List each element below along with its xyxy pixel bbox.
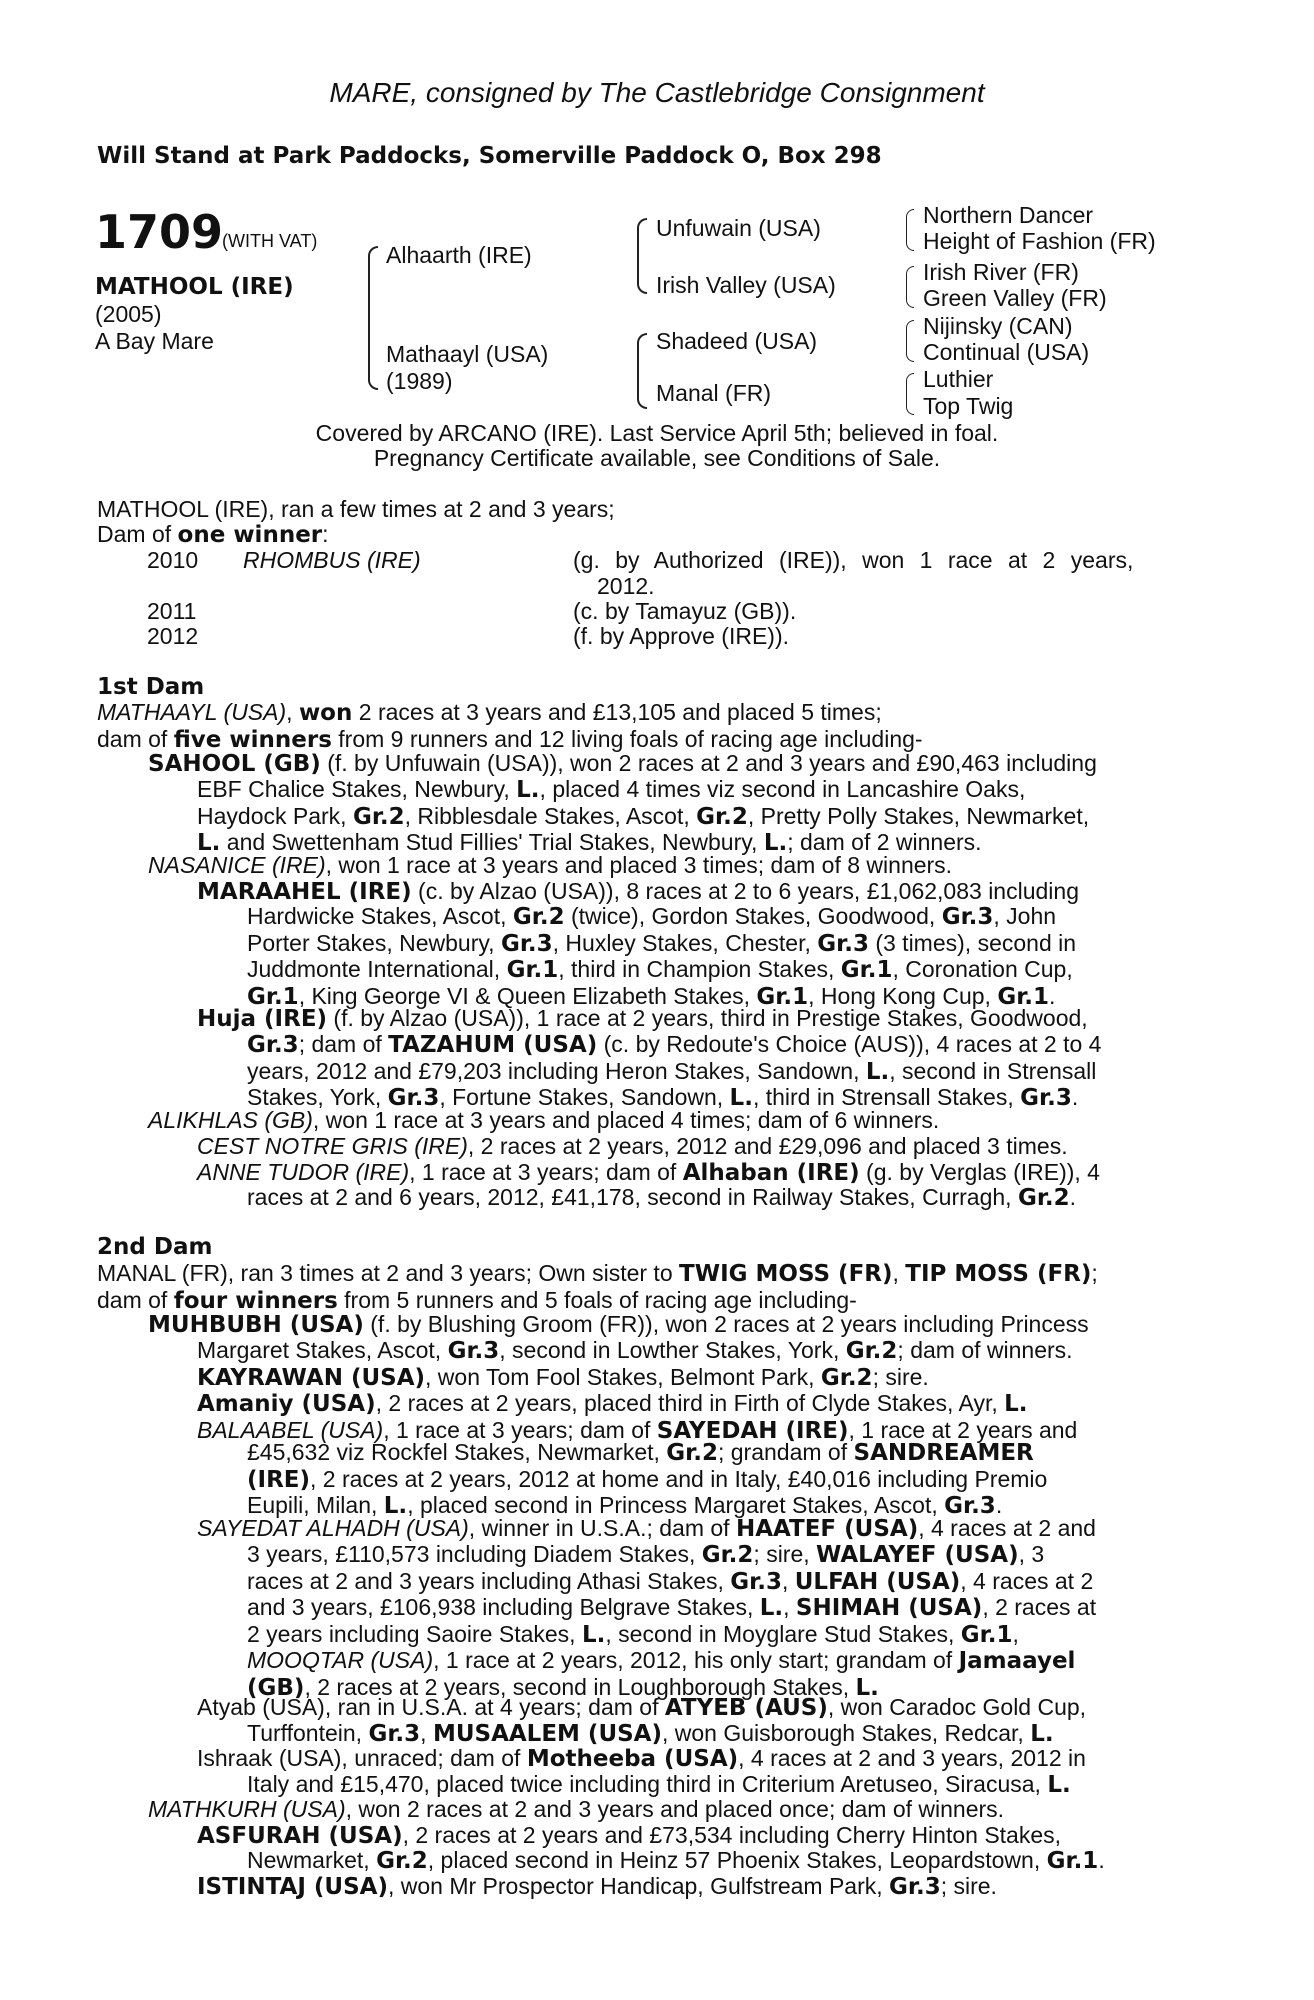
- pedigree-g3-1: Northern Dancer: [923, 202, 1094, 228]
- produce-year-2011: 2011: [147, 598, 197, 624]
- sayedat-alhadh-entry-cont: 3 years, £110,573 including Diadem Stakes, Gr.2; sire, WALAYEF (USA), 3 races at 2 and 3 years including Athasi Stakes, Gr.3, ULFAH (USA), 4 races at 2 and 3 years, £106,938 including Belgrave Stakes, L., SHIMAH (USA), 2 races at 2 years including Saoire Stakes, L., second in Moyglare Stud Stakes, Gr.1, MOOQTAR (USA), 1 race at 2 years, 2012, his only start; grandam of Jamaayel (GB), 2 races at 2 years, second in Loughborough Stakes, L.: [247, 1541, 1097, 1701]
- produce-year-2012: 2012: [147, 623, 199, 649]
- produce-detail-2011: (c. by Tamayuz (GB)).: [573, 598, 797, 624]
- lot-number: 1709: [95, 205, 224, 259]
- pedigree-g3-6: Continual (USA): [923, 339, 1090, 365]
- pedigree-g3-7: Luthier: [923, 366, 994, 392]
- pedigree-brace-sire: [637, 218, 647, 294]
- first-dam-text: MATHAAYL (USA), won 2 races at 3 years and £13,105 and placed 5 times; dam of five winners from 9 runners and 12 living foals of racing age including-: [97, 699, 923, 753]
- pedigree-g3-2: Height of Fashion (FR): [923, 228, 1156, 254]
- pedigree-dam: Mathaayl (USA): [386, 341, 549, 367]
- pedigree-sire: Alhaarth (IRE): [386, 242, 532, 268]
- pedigree-brace-g3d: [906, 373, 914, 415]
- sahool-entry: SAHOOL (GB) (f. by Unfuwain (USA)), won 2 races at 2 and 3 years and £90,463 including: [148, 750, 1097, 777]
- second-dam-text: MANAL (FR), ran 3 times at 2 and 3 years; Own sister to TWIG MOSS (FR), TIP MOSS (FR); dam of four winners from 5 runners and 5 foals of racing age including-: [97, 1260, 1098, 1314]
- foaling-year: (2005): [95, 301, 162, 327]
- pedigree-g3-3: Irish River (FR): [923, 259, 1079, 285]
- alikhlas-entry: ALIKHLAS (GB), won 1 race at 3 years and placed 4 times; dam of 6 winners.: [148, 1107, 940, 1133]
- pedigree-sire-sire: Unfuwain (USA): [656, 215, 821, 241]
- first-dam-heading: 1st Dam: [97, 674, 205, 700]
- pedigree-sire-dam: Irish Valley (USA): [656, 272, 836, 298]
- muhbubh-entry-cont: Margaret Stakes, Ascot, Gr.3, second in Lowther Stakes, York, Gr.2; dam of winners. KAYRAWAN (USA), won Tom Fool Stakes, Belmont Park, Gr.2; sire. Amaniy (USA), 2 races at 2 years, placed third in Firth of Clyde Stakes, Ayr, L. BALAABEL (USA), 1 race at 3 years; dam of SAYEDAH (IRE), 1 race at 2 years and: [197, 1337, 1078, 1444]
- asfurah-entry-cont: Newmarket, Gr.2, placed second in Heinz 57 Phoenix Stakes, Leopardstown, Gr.1.: [247, 1847, 1105, 1874]
- second-dam-heading: 2nd Dam: [97, 1234, 213, 1260]
- produce-dam-of: Dam of one winner:: [97, 521, 329, 548]
- cest-notre-gris-entry: CEST NOTRE GRIS (IRE), 2 races at 2 years, 2012 and £29,096 and placed 3 times. ANNE TUDOR (IRE), 1 race at 3 years; dam of Alhaban (IRE) (g. by Verglas (IRE)), 4: [197, 1133, 1100, 1186]
- produce-name-2010: RHOMBUS (IRE): [243, 547, 421, 573]
- balaabel-entry-cont: £45,632 viz Rockfel Stakes, Newmarket, Gr.2; grandam of SANDREAMER (IRE), 2 races at 2 years, 2012 at home and in Italy, £40,016 including Premio Eupili, Milan, L., placed second in Princess Margaret Stakes, Ascot, Gr.3.: [247, 1439, 1048, 1519]
- muhbubh-entry: MUHBUBH (USA) (f. by Blushing Groom (FR)), won 2 races at 2 years including Princess: [148, 1311, 1089, 1338]
- pedigree-brace-g3a: [906, 209, 914, 251]
- huja-entry: Huja (IRE) (f. by Alzao (USA)), 1 race at 2 years, third in Prestige Stakes, Goodwood,: [197, 1005, 1088, 1032]
- sayedat-alhadh-entry: SAYEDAT ALHADH (USA), winner in U.S.A.; dam of HAATEF (USA), 4 races at 2 and: [197, 1515, 1096, 1542]
- pregnancy-note: Pregnancy Certificate available, see Conditions of Sale.: [373, 445, 941, 471]
- asfurah-entry: ASFURAH (USA), 2 races at 2 years and £73,534 including Cherry Hinton Stakes,: [197, 1822, 1062, 1849]
- produce-detail-2010-cont: 2012.: [597, 573, 655, 599]
- pedigree-g3-5: Nijinsky (CAN): [923, 313, 1073, 339]
- nasanice-entry: NASANICE (IRE), won 1 race at 3 years and placed 3 times; dam of 8 winners.: [148, 852, 953, 878]
- mathkurh-entry: MATHKURH (USA), won 2 races at 2 and 3 years and placed once; dam of winners.: [148, 1796, 1005, 1822]
- pedigree-brace-g3c: [906, 320, 914, 362]
- pedigree-g3-4: Green Valley (FR): [923, 285, 1107, 311]
- ishraak-entry: Ishraak (USA), unraced; dam of Motheeba (USA), 4 races at 2 and 3 years, 2012 in: [197, 1745, 1086, 1772]
- anne-tudor-entry-cont: races at 2 and 6 years, 2012, £41,178, second in Railway Stakes, Curragh, Gr.2.: [247, 1184, 1077, 1211]
- produce-intro: MATHOOL (IRE), ran a few times at 2 and 3 years;: [97, 496, 615, 522]
- pedigree-brace-dam: [637, 333, 647, 409]
- pedigree-brace-main: [368, 246, 378, 390]
- pedigree-g3-8: Top Twig: [923, 393, 1014, 419]
- produce-detail-2010: (g. by Authorized (IRE)), won 1 race at 2 years,: [573, 547, 1134, 573]
- produce-year-2010: 2010: [147, 547, 199, 573]
- stand-location: Will Stand at Park Paddocks, Somerville Paddock O, Box 298: [97, 143, 882, 169]
- pedigree-dam-dam: Manal (FR): [656, 380, 772, 406]
- istintaj-entry: ISTINTAJ (USA), won Mr Prospector Handicap, Gulfstream Park, Gr.3; sire.: [197, 1873, 997, 1900]
- produce-detail-2012: (f. by Approve (IRE)).: [573, 623, 790, 649]
- horse-name: MATHOOL (IRE): [95, 274, 294, 300]
- pedigree-dam-sire: Shadeed (USA): [656, 328, 818, 354]
- maraahel-entry-cont: Hardwicke Stakes, Ascot, Gr.2 (twice), Gordon Stakes, Goodwood, Gr.3, John Porter Stakes, Newbury, Gr.3, Huxley Stakes, Chester, Gr.3 (3 times), second in Juddmonte International, Gr.1, third in Champion Stakes, Gr.1, Coronation Cup, Gr.1, King George VI & Queen Elizabeth Stakes, Gr.1, Hong Kong Cup, Gr.1.: [247, 903, 1077, 1010]
- maraahel-entry: MARAAHEL (IRE) (c. by Alzao (USA)), 8 races at 2 to 6 years, £1,062,083 including: [197, 878, 1079, 905]
- vat-note: (WITH VAT): [222, 231, 318, 251]
- pedigree-brace-g3b: [906, 266, 914, 308]
- atyab-entry-cont: Turffontein, Gr.3, MUSAALEM (USA), won Guisborough Stakes, Redcar, L.: [247, 1720, 1054, 1747]
- covered-note: Covered by ARCANO (IRE). Last Service April 5th; believed in foal.: [315, 420, 999, 446]
- catalogue-title: MARE, consigned by The Castlebridge Consignment: [329, 77, 985, 108]
- huja-entry-cont: Gr.3; dam of TAZAHUM (USA) (c. by Redoute's Choice (AUS)), 4 races at 2 to 4 years, 2012 and £79,203 including Heron Stakes, Sandown, L., second in Strensall Stakes, York, Gr.3, Fortune Stakes, Sandown, L., third in Strensall Stakes, Gr.3.: [247, 1031, 1102, 1111]
- horse-description: A Bay Mare: [95, 328, 214, 354]
- ishraak-entry-cont: Italy and £15,470, placed twice including third in Criterium Aretuseo, Siracusa, L.: [247, 1771, 1071, 1798]
- atyab-entry: Atyab (USA), ran in U.S.A. at 4 years; dam of ATYEB (AUS), won Caradoc Gold Cup,: [197, 1694, 1087, 1721]
- pedigree-dam-year: (1989): [386, 368, 453, 394]
- sahool-entry-cont: EBF Chalice Stakes, Newbury, L., placed 4 times viz second in Lancashire Oaks, Haydock Park, Gr.2, Ribblesdale Stakes, Ascot, Gr.2, Pretty Polly Stakes, Newmarket, L. and Swettenham Stud Fillies' Trial Stakes, Newbury, L.; dam of 2 winners.: [197, 776, 1090, 856]
